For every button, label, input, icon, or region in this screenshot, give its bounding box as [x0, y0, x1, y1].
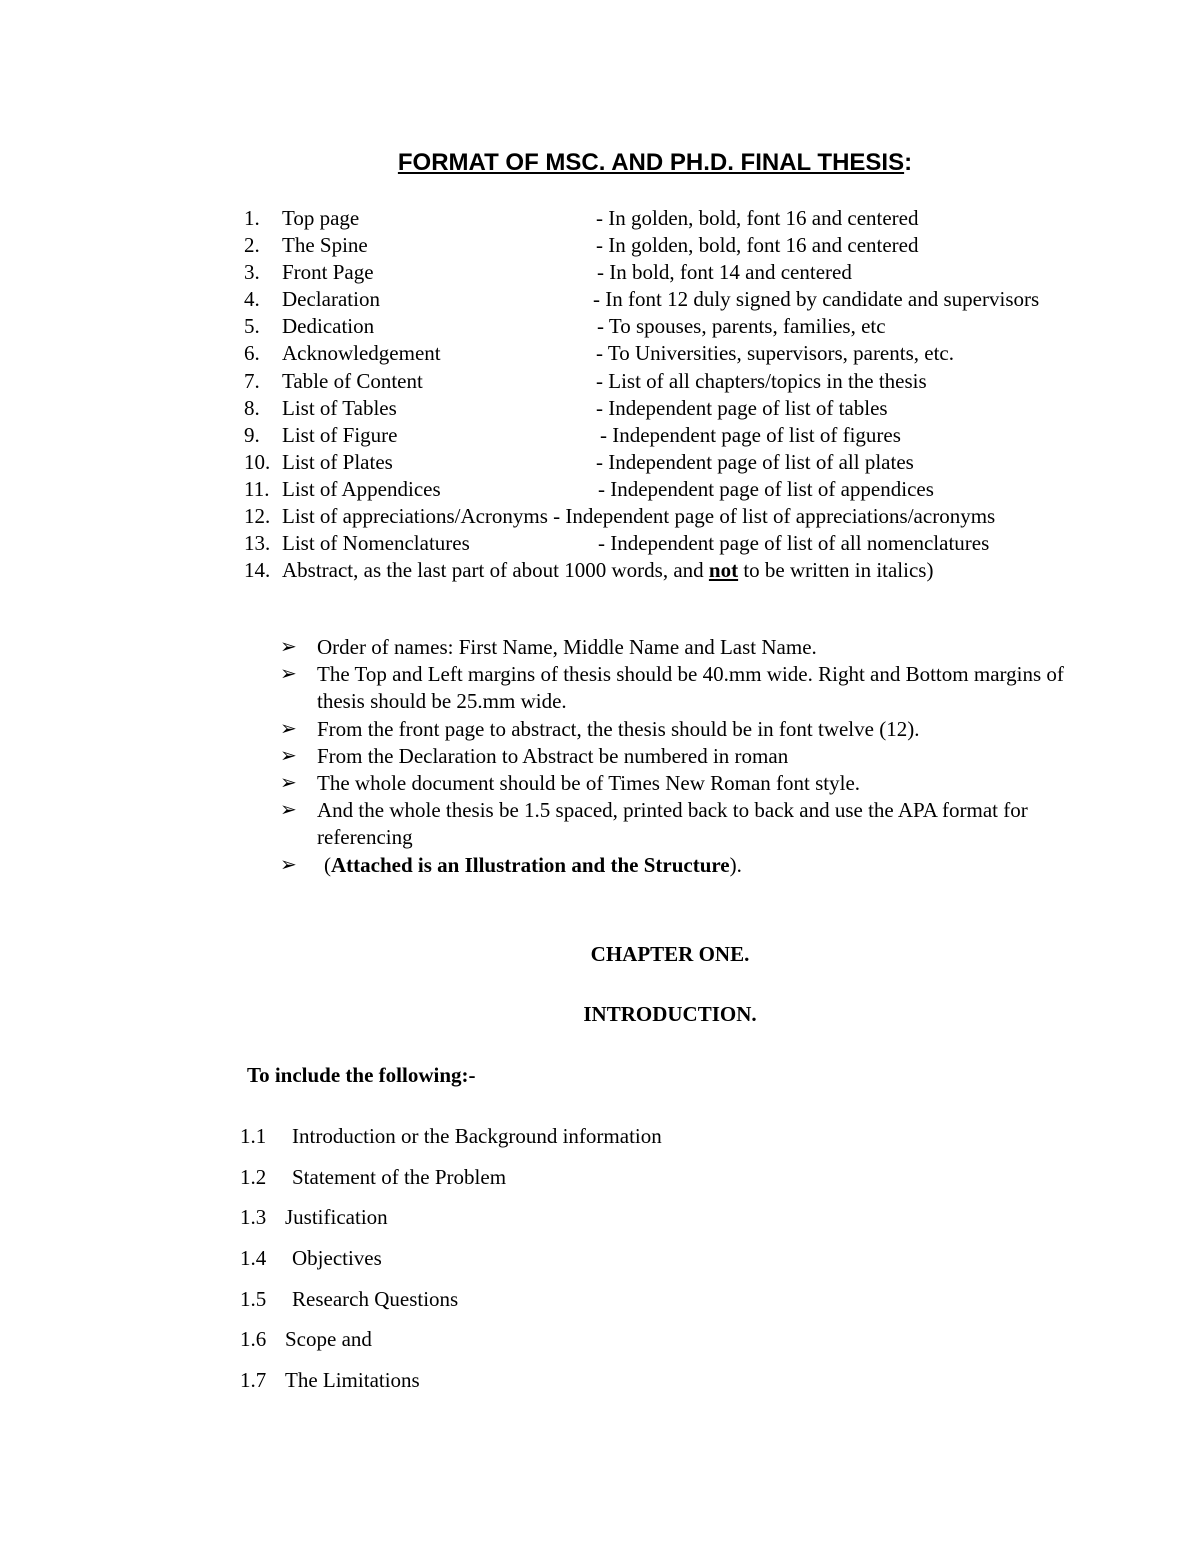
bullet-item — [280, 797, 1100, 851]
section-text: Research Questions — [292, 1286, 459, 1311]
list-item-title: List of Tables — [282, 395, 397, 420]
list-item — [244, 476, 1144, 503]
thesis-parts-list — [244, 205, 1144, 584]
arrow-bullet-icon: ➢ — [280, 853, 297, 876]
list-item-title: List of Nomenclatures — [282, 531, 470, 556]
arrow-bullet-icon: ➢ — [280, 717, 297, 740]
chapter-title: CHAPTER ONE. — [590, 942, 750, 966]
list-item-description: - Independent page of list of figures — [600, 422, 901, 447]
list-item — [244, 259, 1144, 286]
bullet-text: The whole document should be of Times New Roman font style. — [317, 771, 861, 796]
section-text: Scope and — [285, 1327, 372, 1352]
bullet-item — [280, 634, 1100, 661]
list-number: 11. — [244, 476, 270, 501]
list-item-title: Top page — [282, 206, 360, 230]
list-number: 10. — [244, 449, 271, 474]
list-item-description: - In golden, bold, font 16 and centered — [596, 233, 919, 258]
bullet-open-paren: ( — [324, 852, 331, 877]
bullet-item — [280, 716, 1100, 743]
section-number: 1.3 — [240, 1205, 267, 1230]
arrow-bullet-icon: ➢ — [280, 799, 297, 822]
chapter-subtitle: INTRODUCTION. — [583, 1002, 757, 1026]
bullet-text: From the Declaration to Abstract be numbered in roman — [317, 743, 789, 768]
list-item-description: - Independent page of list of tables — [596, 395, 888, 420]
list-item-description: - List of all chapters/topics in the thesis — [596, 368, 927, 393]
list-item-title: The Spine — [282, 233, 368, 258]
attached-note: Attached is an Illustration and the Structure — [331, 852, 730, 877]
bullet-item — [280, 661, 1100, 715]
list-item — [244, 340, 1144, 367]
list-item-description: - To spouses, parents, families, etc — [597, 314, 886, 339]
arrow-bullet-icon: ➢ — [280, 636, 297, 658]
arrow-bullet-icon: ➢ — [280, 772, 297, 795]
list-item-title: Front Page — [282, 260, 374, 285]
section-text: The Limitations — [285, 1368, 420, 1393]
list-number: 6. — [244, 341, 260, 366]
section-number: 1.6 — [240, 1327, 267, 1352]
list-item-description: - Independent page of list of all plates — [596, 449, 914, 474]
bullet-text: Order of names: First Name, Middle Name and Last Name. — [317, 635, 817, 659]
arrow-bullet-icon: ➢ — [280, 744, 297, 767]
list-item-description: - In bold, font 14 and centered — [597, 260, 852, 285]
list-item-title: List of Figure — [282, 422, 398, 447]
list-number: 2. — [244, 233, 260, 258]
list-item — [244, 205, 1144, 232]
list-item-description: - To Universities, supervisors, parents, etc. — [596, 341, 954, 366]
list-item-description: - Independent page of list of all nomenclatures — [598, 531, 990, 556]
list-item — [244, 449, 1144, 476]
list-item-description: - In golden, bold, font 16 and centered — [596, 206, 919, 230]
list-item — [244, 503, 1144, 530]
list-item — [244, 313, 1144, 340]
bullet-text: From the front page to abstract, the thesis should be in font twelve (12). — [317, 716, 920, 741]
list-item-description: - Independent page of list of appendices — [598, 476, 934, 501]
list-item — [244, 368, 1144, 395]
list-item-title: Acknowledgement — [282, 341, 441, 366]
list-item-title: List of Plates — [282, 449, 393, 474]
list-number: 9. — [244, 422, 260, 447]
list-number: 3. — [244, 260, 260, 285]
formatting-rules-list — [280, 634, 1100, 879]
section-text: Statement of the Problem — [292, 1164, 507, 1189]
list-item — [244, 530, 1144, 557]
list-item-text — [282, 557, 933, 584]
list-item-title: Declaration — [282, 287, 380, 312]
abstract-emphasis: not — [708, 558, 739, 583]
section-text: Justification — [285, 1205, 388, 1230]
include-label: To include the following:- — [247, 1063, 476, 1087]
list-item — [244, 422, 1144, 449]
bullet-text: The Top and Left margins of thesis should be 40.mm wide. Right and Bottom margins of thesis should be 25.mm wide. — [317, 662, 1064, 714]
list-number: 14. — [244, 558, 271, 583]
list-item — [244, 395, 1144, 422]
list-item-title: Dedication — [282, 314, 375, 339]
list-item — [244, 232, 1144, 259]
abstract-text-before: Abstract, as the last part of about 1000 words, and — [282, 558, 709, 583]
arrow-bullet-icon: ➢ — [280, 663, 297, 686]
abstract-text-after: to be written in italics) — [738, 558, 934, 583]
list-item-text: List of appreciations/Acronyms - Independent page of list of appreciations/acronyms — [282, 504, 996, 529]
list-item-description: - In font 12 duly signed by candidate and supervisors — [593, 287, 1040, 312]
section-text: Introduction or the Background information — [292, 1124, 662, 1148]
list-number: 8. — [244, 395, 260, 420]
bullet-item — [280, 852, 1100, 879]
section-number: 1.7 — [240, 1368, 267, 1393]
document-title — [0, 146, 1200, 180]
list-number: 4. — [244, 287, 260, 312]
bullet-close-paren: ). — [729, 852, 742, 877]
list-item-title: Table of Content — [282, 368, 423, 393]
section-number: 1.5 — [240, 1286, 267, 1311]
section-text: Objectives — [292, 1246, 382, 1271]
bullet-item — [280, 743, 1100, 770]
section-number: 1.1 — [240, 1124, 267, 1148]
list-number: 5. — [244, 314, 260, 339]
document-title-text: FORMAT OF MSC. AND PH.D. FINAL THESIS — [397, 149, 905, 176]
list-number: 7. — [244, 368, 260, 393]
list-item — [244, 286, 1144, 313]
list-number: 12. — [244, 504, 271, 529]
bullet-item — [280, 770, 1100, 797]
section-number: 1.4 — [240, 1246, 267, 1271]
document-title-colon: : — [904, 149, 913, 176]
list-number: 13. — [244, 531, 271, 556]
section-number: 1.2 — [240, 1164, 267, 1189]
list-item — [244, 557, 1144, 584]
list-item-title: List of Appendices — [282, 476, 441, 501]
bullet-text: And the whole thesis be 1.5 spaced, printed back to back and use the APA format for referencing — [317, 798, 1028, 850]
list-number: 1. — [244, 206, 260, 230]
